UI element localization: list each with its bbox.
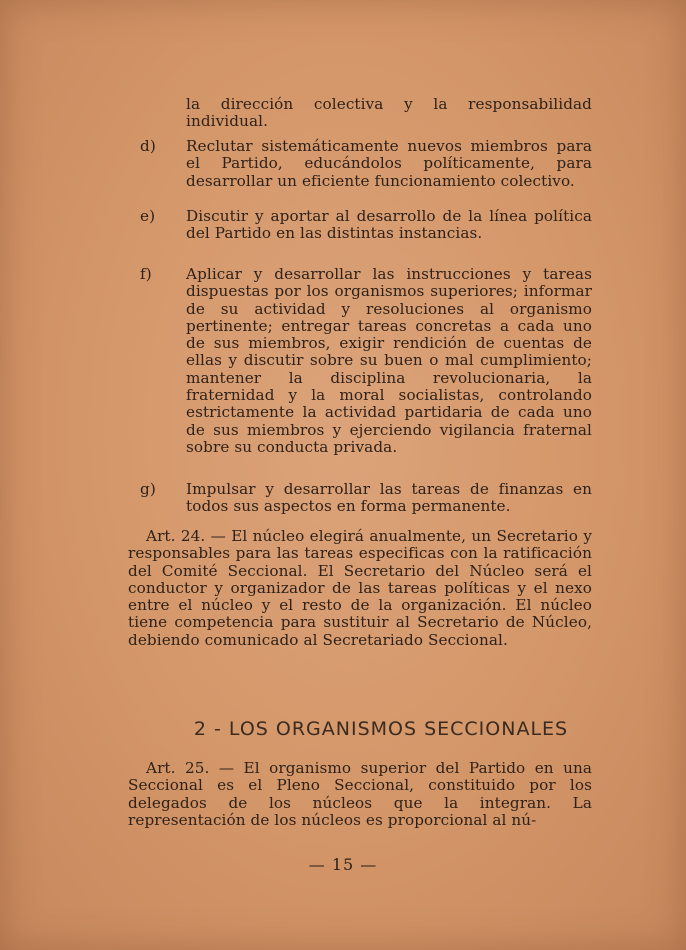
list-item-e (140, 208, 592, 243)
article-25-paragraph: Art. 25. — El organismo superior del Partido en una Seccional es el Pleno Seccional, constituido por los delegados de los núcleos que la integran. La representación de los núcleos es proporcional al nú- (128, 759, 592, 829)
article-24-paragraph: Art. 24. — El núcleo elegirá anualmente, un Secretario y responsables para las tareas especificas con la ratificación del Comité Seccional. El Secretario del Núcleo será el conductor y organizador de las tareas políticas y el nexo entre el núcleo y el resto de la organización. El núcleo tiene competencia para sustituir al Secretario de Núcleo, debiendo comunicado al Secretariado Seccional. (128, 527, 592, 649)
list-item-d (140, 138, 592, 190)
list-item-label: f) (140, 265, 152, 283)
list-item-g (140, 481, 592, 516)
list-item-text: Aplicar y desarrollar las instrucciones y tareas dispuestas por los organismos superiores; informar de su actividad y resoluciones al organismo pertinente; entregar tareas concretas a cada uno de sus miembros, exigir rendición de cuentas de ellas y discutir sobre su buen o mal cumplimiento; mantener la disciplina revolucionaria, la fraternidad y la moral socialistas, controlando estrictamente la actividad partidaria de cada uno de sus miembros y ejerciendo vigilancia fraternal sobre su conducta privada. (186, 265, 592, 456)
page-number: — 15 — (308, 855, 378, 874)
list-item-f (140, 266, 592, 456)
list-item-text: Discutir y aportar al desarrollo de la línea política del Partido en las distintas instancias. (186, 207, 592, 243)
intro-paragraph: la dirección colectiva y la responsabilidad individual. (186, 95, 592, 131)
list-item-label: g) (140, 480, 156, 498)
section-heading: 2 - LOS ORGANISMOS SECCIONALES (193, 718, 569, 740)
list-item-label: e) (140, 207, 156, 225)
list-item-text: Reclutar sistemáticamente nuevos miembros para el Partido, educándolos políticamente, para desarrollar un eficiente funcionamiento colectivo. (186, 137, 592, 190)
list-item-text: Impulsar y desarrollar las tareas de finanzas en todos sus aspectos en forma permanente. (186, 480, 592, 516)
list-item-label: d) (140, 137, 156, 155)
